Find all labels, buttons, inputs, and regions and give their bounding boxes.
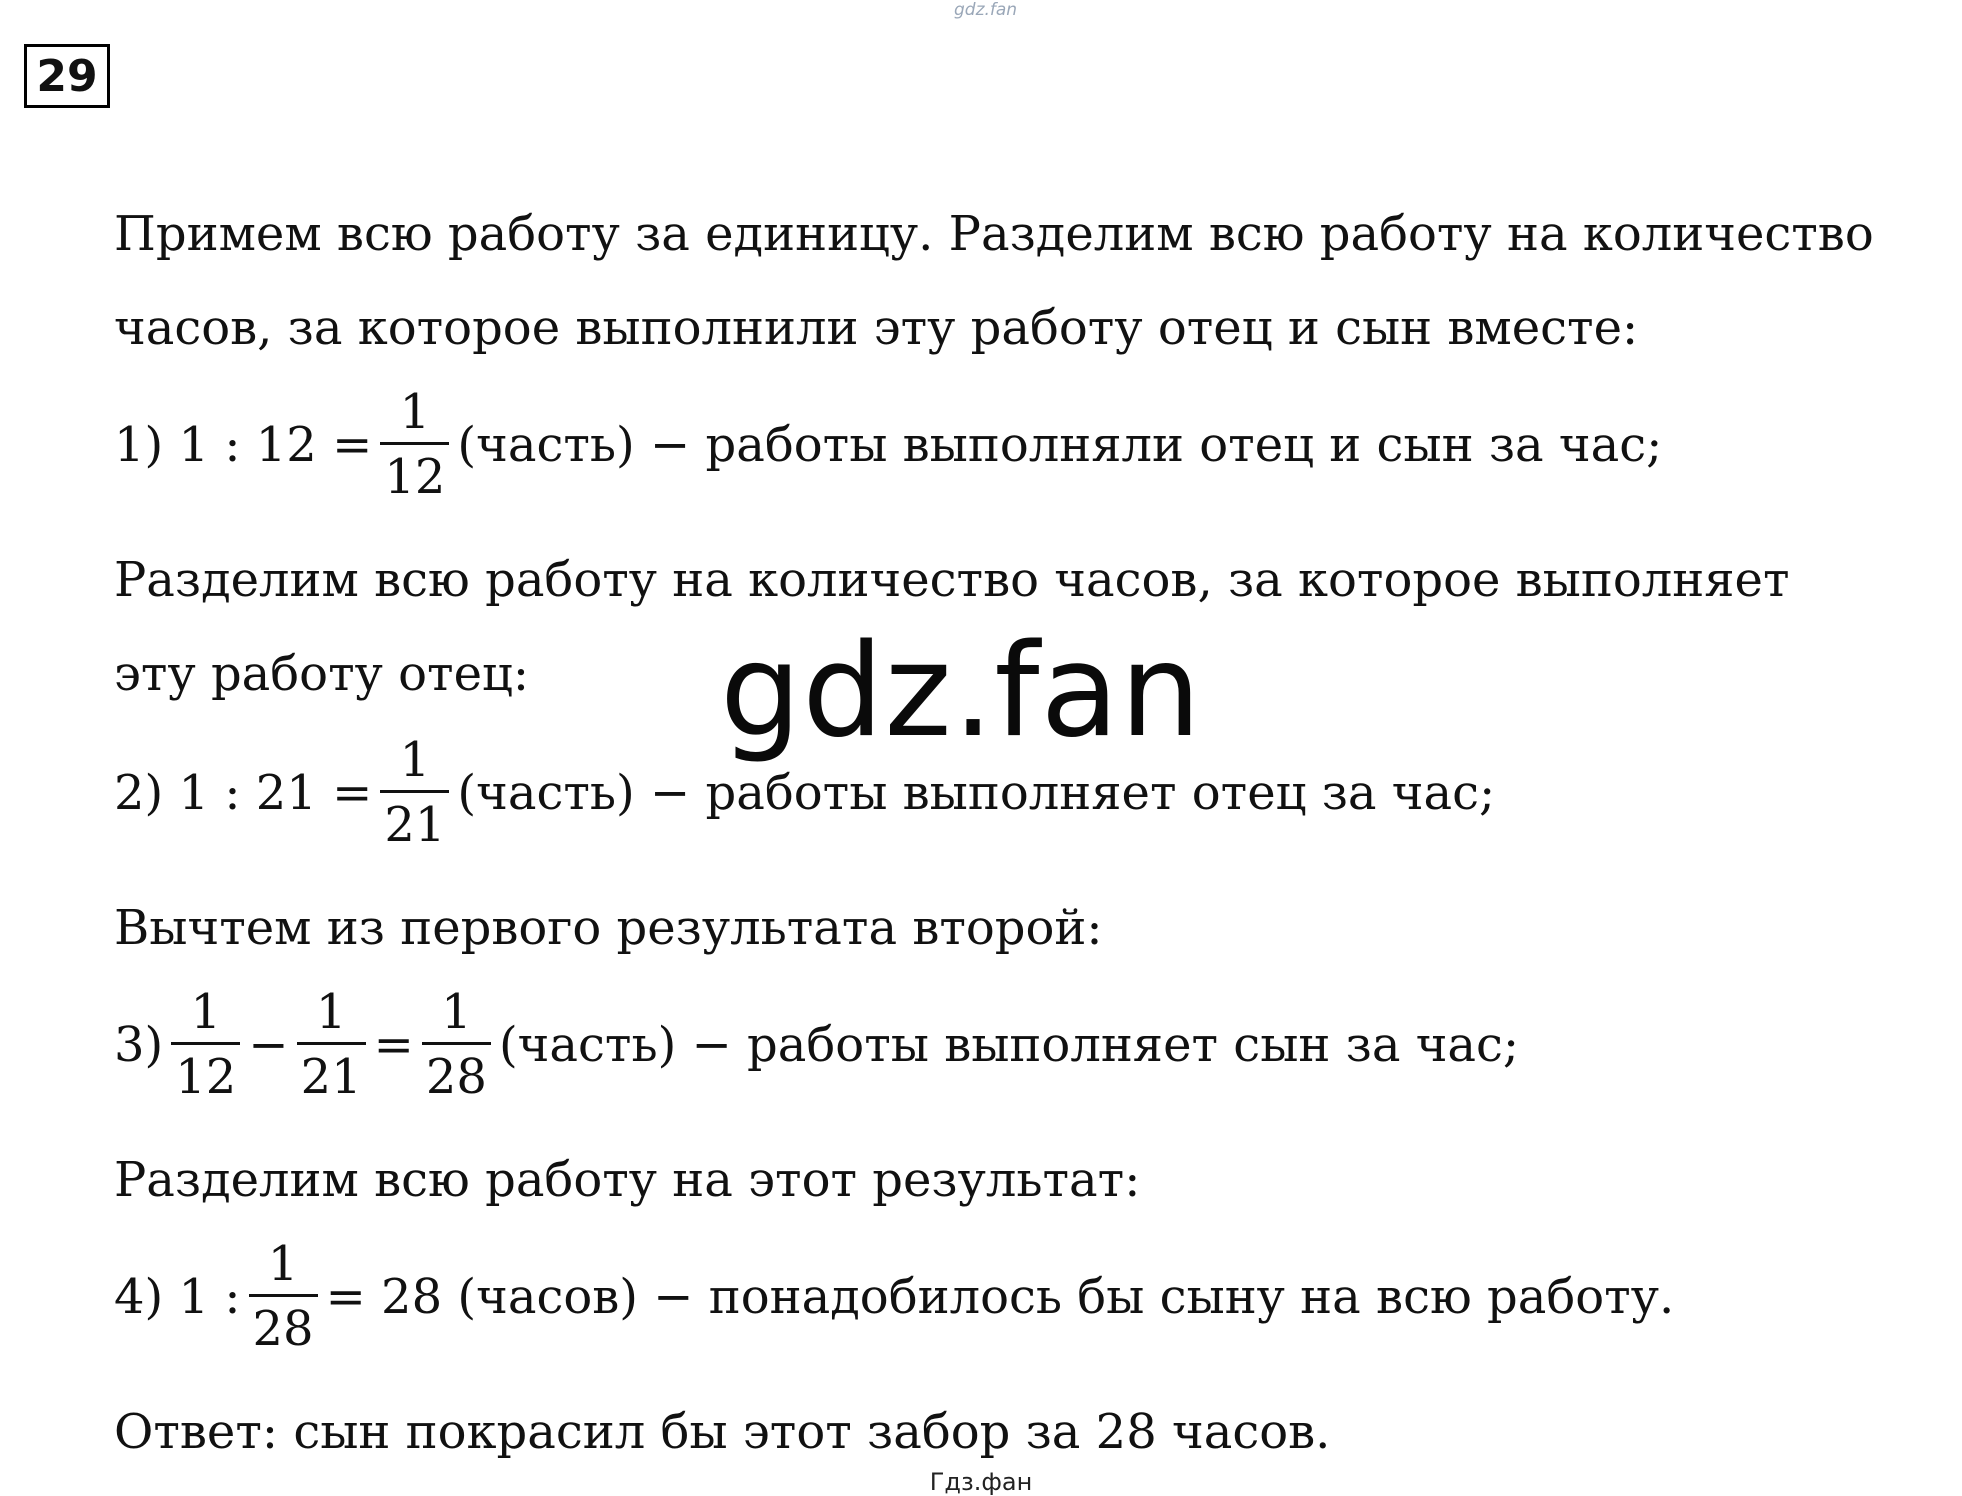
step-1-denominator: 12 [380,442,449,501]
step-4-prefix: 4) 1 : [114,1268,241,1325]
step-2-fraction [380,732,449,853]
step-3-fraction-2-denominator: 21 [297,1042,366,1101]
step-4 [114,1236,1675,1357]
paragraph-4: эту работу отец: [114,646,530,702]
paragraph-3: Разделим всю работу на количество часов, за которое выполняет [114,552,1790,608]
paragraph-5: Вычтем из первого результата второй: [114,900,1103,956]
step-2-prefix: 2) 1 : 21 = [114,764,373,821]
step-1 [114,384,1663,505]
step-3-fraction-1-denominator: 12 [171,1042,240,1101]
paragraph-6: Разделим всю работу на этот результат: [114,1152,1141,1208]
step-2-denominator: 21 [380,790,449,849]
step-2-numerator: 1 [399,732,431,788]
watermark-bottom: Гдз.фан [929,1468,1033,1496]
paragraph-2: часов, за которое выполнили эту работу отец и сын вместе: [114,300,1639,356]
answer-line: Ответ: сын покрасил бы этот забор за 28 часов. [114,1404,1331,1460]
step-1-prefix: 1) 1 : 12 = [114,416,373,473]
step-3-fraction-2 [297,984,366,1105]
step-3-fraction-3 [422,984,491,1105]
step-3 [114,984,1520,1105]
step-4-denominator: 28 [249,1294,318,1353]
step-3-suffix: (часть) − работы выполняет сын за час; [498,1016,1520,1073]
step-4-numerator: 1 [267,1236,299,1292]
watermark-top: gdz.fan [954,0,1018,20]
step-1-suffix: (часть) − работы выполняли отец и сын за час; [457,416,1663,473]
paragraph-1: Примем всю работу за единицу. Разделим всю работу на количество [114,206,1874,262]
step-3-fraction-1-numerator: 1 [190,984,222,1040]
step-1-fraction [380,384,449,505]
step-1-numerator: 1 [399,384,431,440]
step-3-fraction-1 [171,984,240,1105]
step-4-suffix: = 28 (часов) − понадобилось бы сыну на всю работу. [325,1268,1675,1325]
step-3-prefix: 3) [114,1016,164,1073]
step-3-fraction-3-denominator: 28 [422,1042,491,1101]
step-3-fraction-3-numerator: 1 [441,984,472,1040]
step-3-fraction-2-numerator: 1 [315,984,347,1040]
step-3-minus: − [248,1016,289,1073]
task-number: 29 [24,44,110,108]
watermark-center: gdz.fan [720,617,1202,766]
step-3-equals: = [373,1016,414,1073]
step-2-suffix: (часть) − работы выполняет отец за час; [457,764,1496,821]
step-4-fraction [249,1236,318,1357]
